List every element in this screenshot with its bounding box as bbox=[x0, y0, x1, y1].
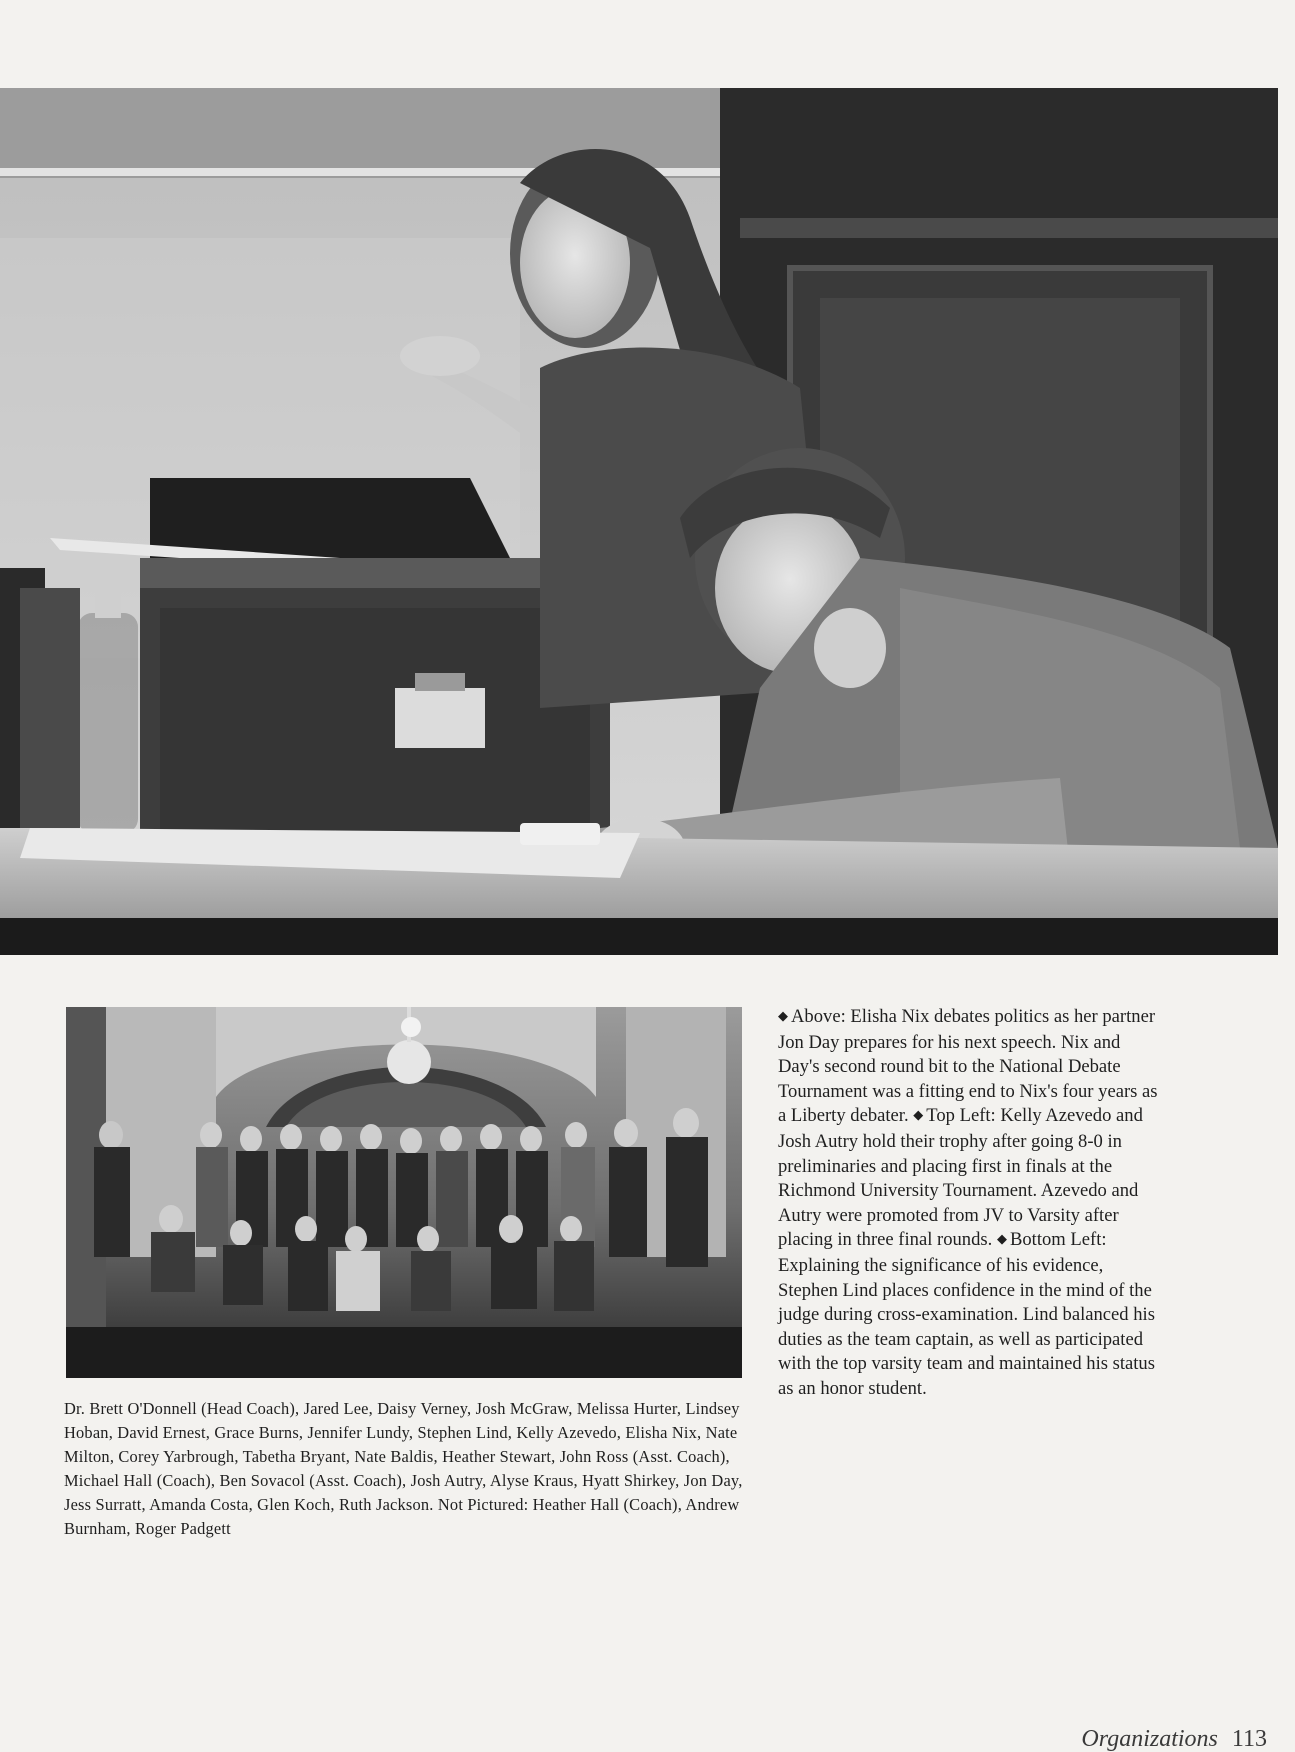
bullet-glyph: ◆ bbox=[996, 1231, 1007, 1247]
caption-top-left: Top Left: Kelly Azevedo and Josh Autry hold their trophy after going 8-0 in preliminaries and placing first in finals at the Richmond University Tournament. Azevedo and Autry were promoted from JV to Varsity after placing in three final rounds. bbox=[778, 1105, 1143, 1251]
caption-above: Above: Elisha Nix debates politics as her partner Jon Day prepares for his next speech. Nix and Day's second round bit to the National Debate Tournament was a fitting end to Nix's four years as a Liberty debater. bbox=[778, 1006, 1158, 1127]
page-footer bbox=[1081, 1727, 1267, 1751]
main-photo-caption bbox=[778, 1005, 1164, 1402]
main-photo bbox=[0, 88, 1278, 955]
section-name: Organizations bbox=[1081, 1726, 1218, 1752]
bullet-glyph: ◆ bbox=[778, 1008, 788, 1023]
page-number: 113 bbox=[1231, 1726, 1267, 1752]
group-photo bbox=[66, 1007, 742, 1378]
caption-bottom-left: Bottom Left: Explaining the significance of his evidence, Stephen Lind places confidence in the mind of the judge during cross-examination. Lind balanced his duties as the team captain, as well as participated with the top varsity team and maintained his status as an honor student. bbox=[778, 1229, 1155, 1399]
bullet-glyph: ◆ bbox=[913, 1107, 924, 1123]
group-photo-caption: Dr. Brett O'Donnell (Head Coach), Jared Lee, Daisy Verney, Josh McGraw, Melissa Hurter, Lindsey Hoban, David Ernest, Grace Burns, Jennifer Lundy, Stephen Lind, Kelly Azevedo, Elisha Nix, Nate Milton, Corey Yarbrough, Tabetha Bryant, Nate Baldis, Heather Stewart, John Ross (Asst. Coach), Michael Hall (Coach), Ben Sovacol (Asst. Coach), Josh Autry, Alyse Kraus, Hyatt Shirkey, Jon Day, Jess Surratt, Amanda Costa, Glen Koch, Ruth Jackson. Not Pictured: Heather Hall (Coach), Andrew Burnham, Roger Padgett bbox=[64, 1399, 743, 1538]
